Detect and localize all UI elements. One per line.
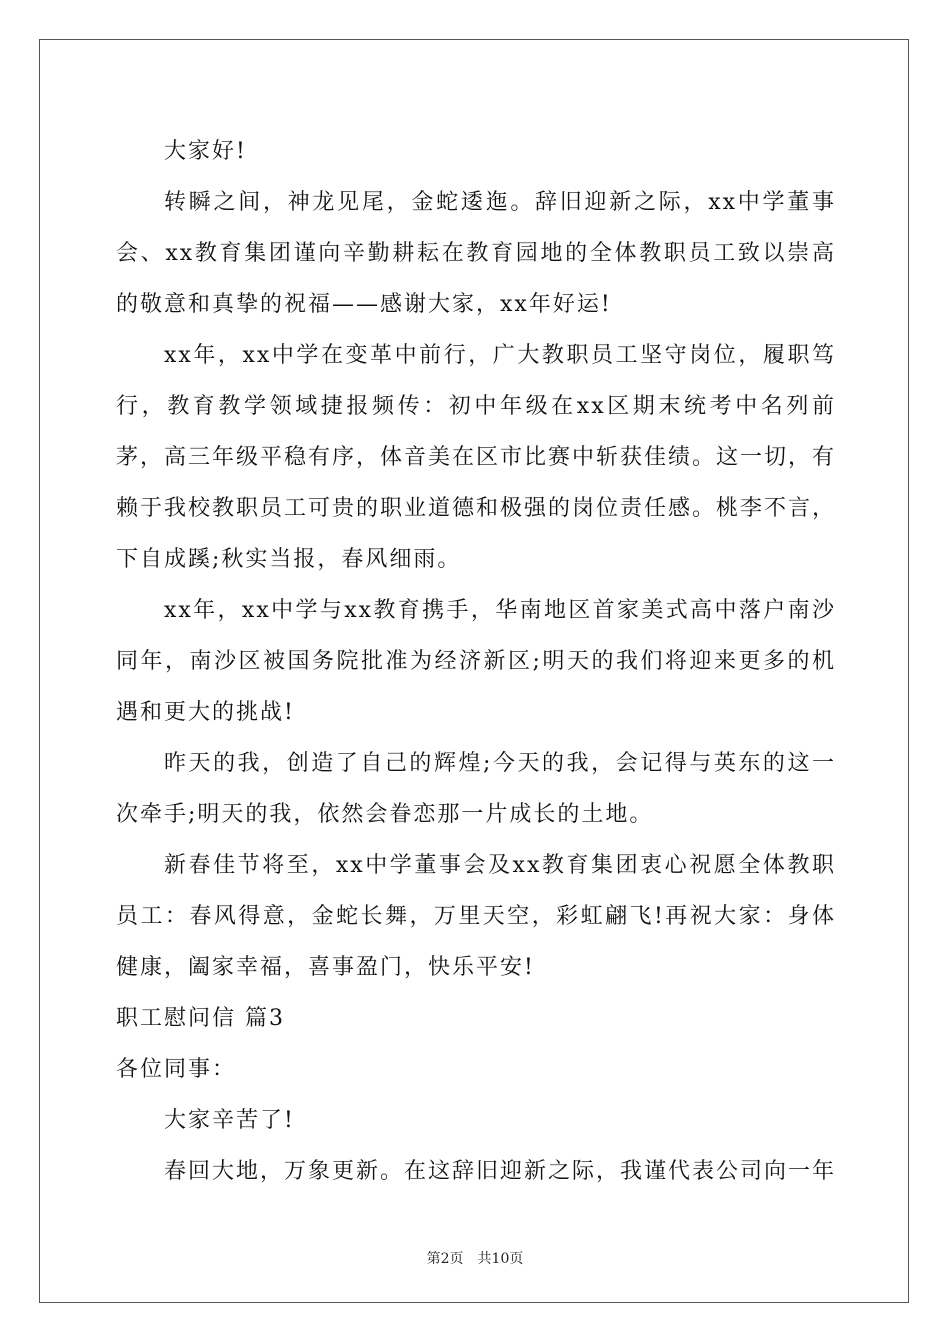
paragraph-7: 春回大地，万象更新。在这辞旧迎新之际，我谨代表公司向一年 — [164, 1159, 837, 1184]
paragraph-3: xx年，xx中学与xx教育携手，华南地区首家美式高中落户南沙同年，南沙区被国务院批准为经济新区;明天的我们将迎来更多的机遇和更大的挑战! — [116, 598, 836, 725]
paragraph-1: 转瞬之间，神龙见尾，金蛇逶迤。辞旧迎新之际，xx中学董事会、xx教育集团谨向辛勤耕耘在教育园地的全体教职员工致以崇高的敬意和真挚的祝福——感谢大家，xx年好运! — [116, 190, 836, 317]
page-number-footer: 第2页 共10页 — [426, 1251, 524, 1267]
salutation: 各位同事： — [116, 1057, 237, 1082]
paragraph-greeting: 大家好! — [164, 139, 247, 164]
paragraph-2: xx年，xx中学在变革中前行，广大教职员工坚守岗位，履职笃行，教育教学领域捷报频传：初中年级在xx区期末统考中名列前茅，高三年级平稳有序，体音美在区市比赛中斩获佳绩。这一切，有赖于我校教职员工可贵的职业道德和极强的岗位责任感。桃李不言，下自成蹊;秋实当报，春风细雨。 — [116, 343, 837, 572]
paragraph-5: 新春佳节将至，xx中学董事会及xx教育集团衷心祝愿全体教职员工：春风得意，金蛇长舞，万里天空，彩虹翩飞!再祝大家：身体健康，阖家幸福，喜事盈门，快乐平安! — [116, 853, 836, 980]
document-body — [116, 126, 836, 1197]
paragraph-4: 昨天的我，创造了自己的辉煌;今天的我，会记得与英东的这一次牵手;明天的我，依然会眷恋那一片成长的土地。 — [116, 751, 836, 827]
section-heading: 职工慰问信 篇3 — [116, 1006, 285, 1031]
paragraph-6: 大家辛苦了! — [164, 1108, 295, 1133]
